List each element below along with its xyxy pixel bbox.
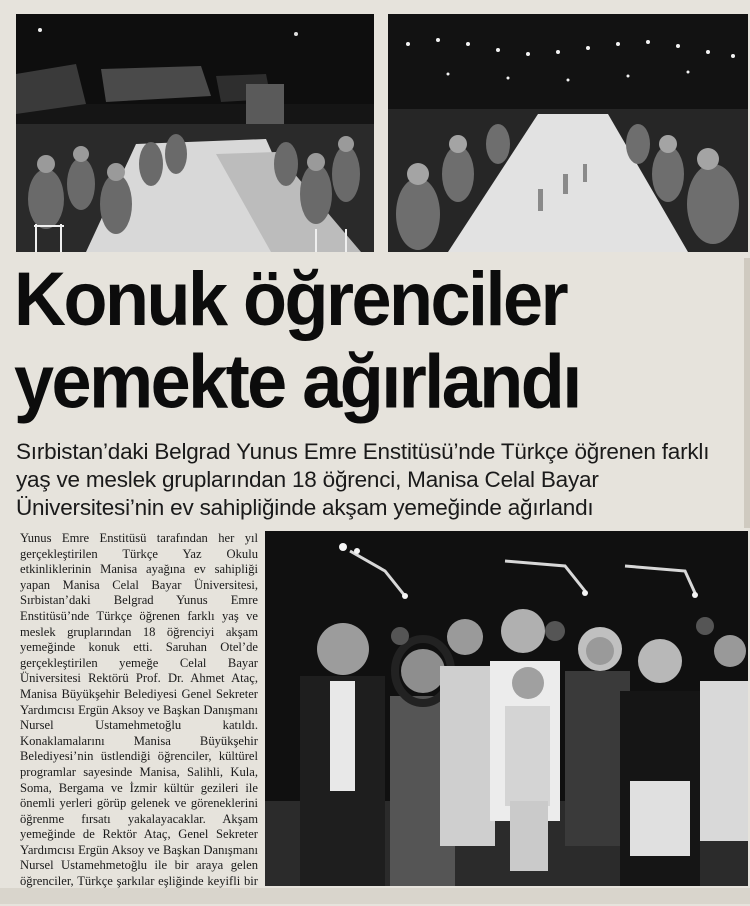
- headline: [14, 258, 744, 423]
- headline-line-1: Konuk öğrenciler: [14, 256, 567, 342]
- headline-line-2: yemekte ağırlandı: [14, 339, 580, 425]
- page-bottom-strip: [0, 888, 750, 904]
- photo-dinner-tables-left: [16, 14, 374, 252]
- deck-subheadline: Sırbistan’daki Belgrad Yunus Emre Enstitüsü’nde Türkçe öğrenen farklı yaş ve meslek gruplarından 18 öğrenci, Manisa Celal Bayar Üniversitesi’nin ev sahipliğinde akşam yemeğinde ağırlandı: [16, 439, 710, 520]
- article-body: [20, 531, 258, 906]
- article-body-text: Yunus Emre Enstitüsü tarafından her yıl gerçekleştirilen Türkçe Yaz Okulu etkinliklerinin Manisa ayağına ev sahipliği yapan Manisa Celal Bayar Üniversitesi, Sırbistan’daki Belgrad Yunus Emre Enstitüsü’nde Türkçe öğrenen farklı yaş ve meslek gruplarından 18 öğrenciyi akşam yemeğinde konuk etti. Saruhan Otel’de gerçekleştirilen yemeğe Celal Bayar Üniversitesi Rektörü Prof. Dr. Ahmet Ataç, Manisa Büyükşehir Belediyesi Genel Sekreter Yardımcısı Ergün Aksoy ve Başkan Danışmanı Nursel Ustamehmetoğlu katıldı. Konaklamalarını Manisa Büyükşehir Belediyesi’nin üstlendiği öğrenciler, kültürel programlar sayesinde Manisa, Salihli, Kula, Soma, Bergama ve İzmir kültür gezileri ile önemli yerleri görüp gelenek ve göreneklerini öğrenme fırsatı yakalayacaklar. Akşam yemeğinde de Rektör Ataç, Genel Sekreter Yardımcısı Ergün Aksoy ve Başkan Danışmanı Nursel Ustamehmetoğlu ile bir araya gelen öğrenciler, Türkçe şarkılar eşliğinde keyifli bir: [20, 531, 258, 889]
- photo-dinner-tables-right: [388, 14, 748, 252]
- photo-group-portrait: [265, 531, 748, 886]
